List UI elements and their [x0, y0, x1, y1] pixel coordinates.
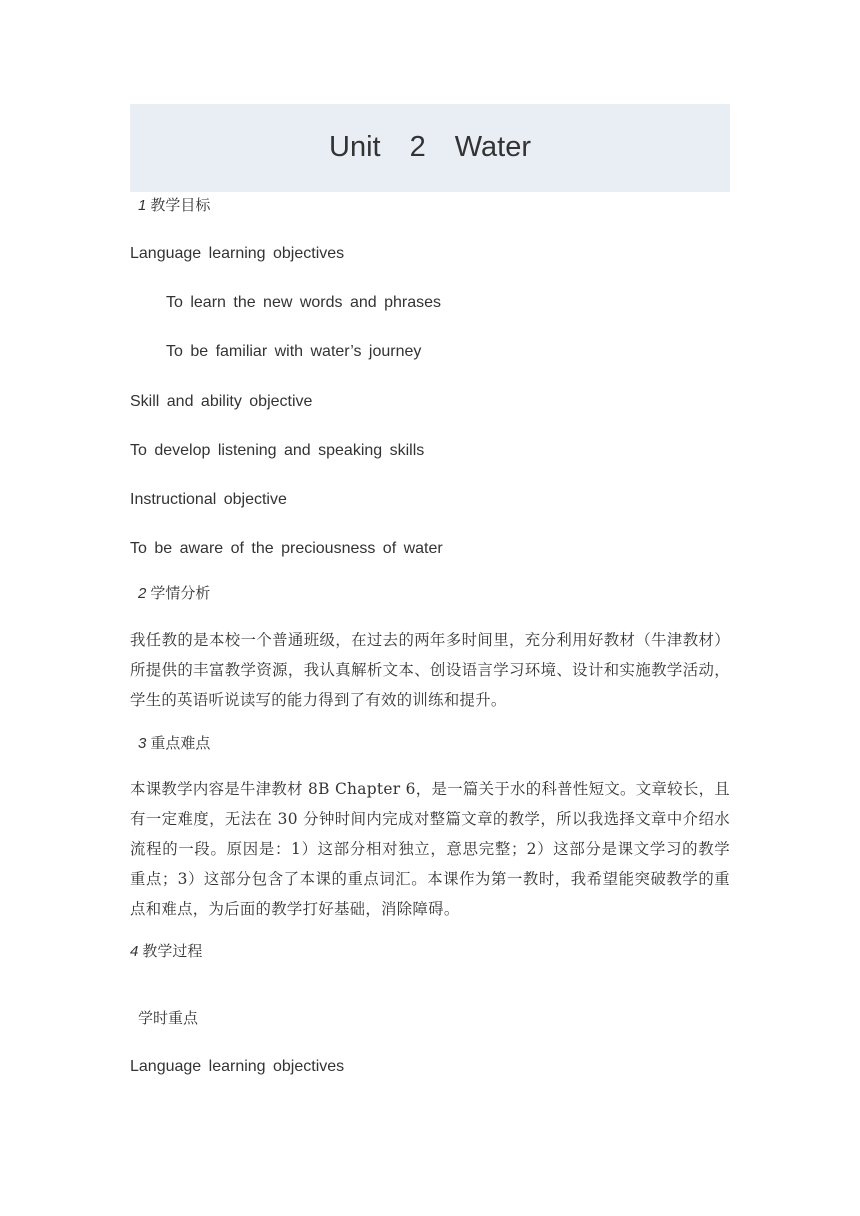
process-language-objectives-heading: Language learning objectives [130, 1058, 345, 1075]
section-heading-analysis [138, 582, 210, 603]
skill-objective-heading: Skill and ability objective [130, 393, 313, 410]
section-label: 教学目标 [150, 197, 211, 214]
analysis-paragraph: 我任教的是本校一个普通班级，在过去的两年多时间里，充分利用好教材（牛津教材）所提供的丰富教学资源，我认真解析文本、创设语言学习环境、设计和实施教学活动，学生的英语听说读写的能力得到了有效的训练和提升。 [130, 631, 730, 709]
section-number: 4 [130, 943, 139, 960]
section-number: 3 [138, 735, 147, 752]
skill-objective-item: To develop listening and speaking skills [130, 442, 425, 459]
section-heading-process [130, 940, 202, 961]
page-title: Unit 2 Water [329, 131, 531, 163]
section-label: 重点难点 [150, 735, 211, 752]
process-subheading: 学时重点 [138, 1010, 199, 1027]
language-objective-item: To be familiar with water’s journey [166, 343, 422, 360]
section-heading-objectives [138, 194, 210, 215]
language-objective-item: To learn the new words and phrases [166, 294, 442, 311]
section-label: 教学过程 [142, 943, 203, 960]
section-number: 1 [138, 197, 147, 214]
section-label: 学情分析 [150, 585, 211, 602]
key-points-paragraph: 本课教学内容是牛津教材 8B Chapter 6，是一篇关于水的科普性短文。文章较长，且有一定难度，无法在 30 分钟时间内完成对整篇文章的教学，所以我选择文章中介绍水流程的一段。原因是：1）这部分相对独立，意思完整；2）这部分是课文学习的教学重点；3）这部分包含了本课的重点词汇。本课作为第一教时，我希望能突破教学的重点和难点，为后面的教学打好基础，消除障碍。 [130, 780, 730, 918]
title-banner [130, 104, 730, 192]
instructional-objective-item: To be aware of the preciousness of water [130, 540, 443, 557]
section-number: 2 [138, 585, 147, 602]
language-objectives-heading: Language learning objectives [130, 245, 345, 262]
instructional-objective-heading: Instructional objective [130, 491, 287, 508]
section-heading-key-points [138, 732, 210, 753]
